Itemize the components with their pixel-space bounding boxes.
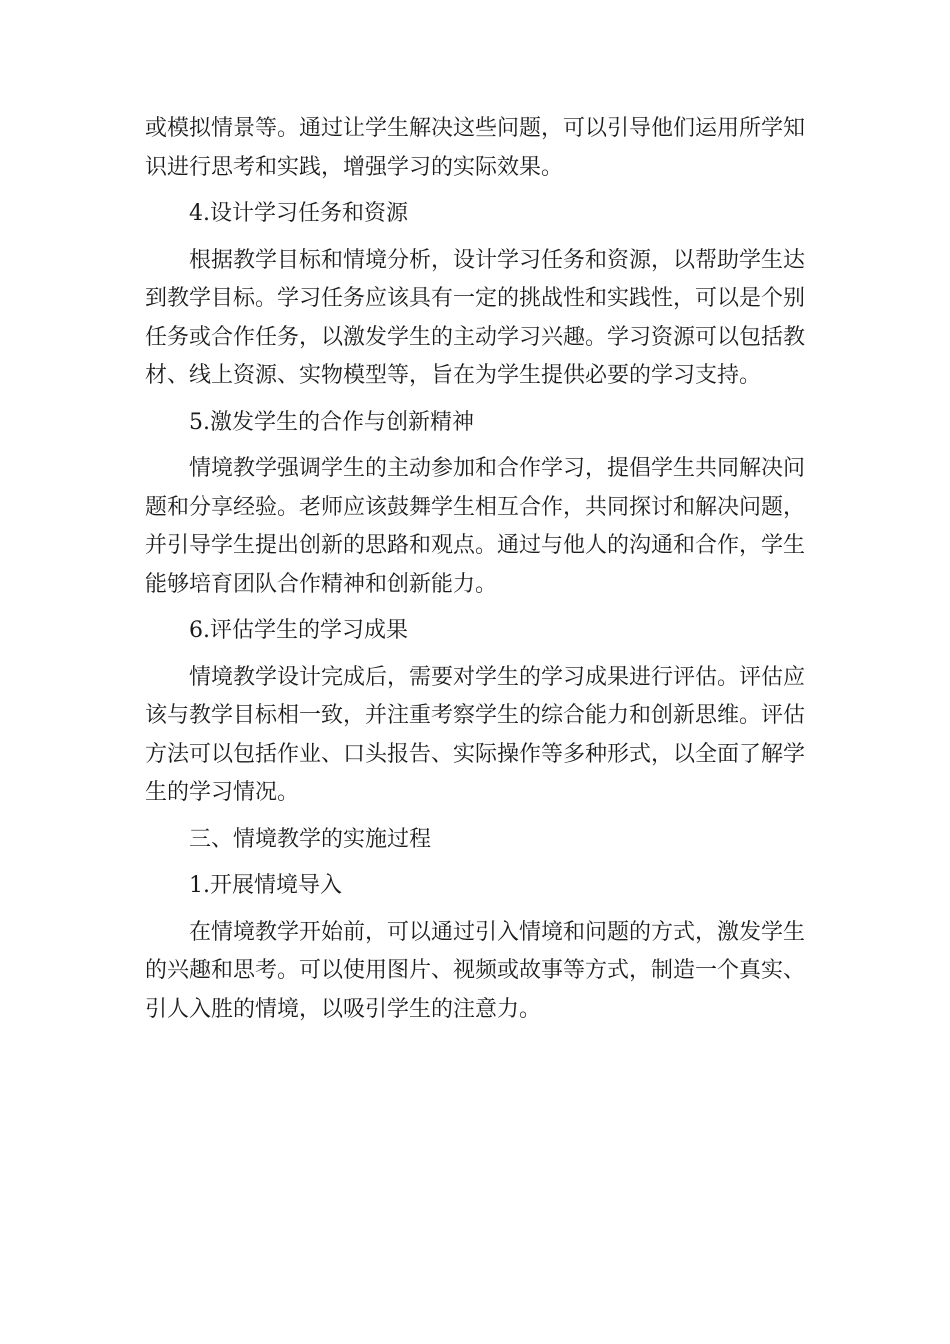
paragraph-assessment: 情境教学设计完成后，需要对学生的学习成果进行评估。评估应该与教学目标相一致，并注重考察学生的综合能力和创新思维。评估方法可以包括作业、口头报告、实际操作等多种形式，以全面了解学生的学习情况。 — [145, 664, 806, 805]
chapter-heading-3: 三、情境教学的实施过程 — [189, 826, 432, 852]
paragraph-situation-intro: 在情境教学开始前，可以通过引入情境和问题的方式，激发学生的兴趣和思考。可以使用图片、视频或故事等方式，制造一个真实、引人入胜的情境，以吸引学生的注意力。 — [145, 919, 806, 1022]
section-heading-5: 5.激发学生的合作与创新精神 — [189, 409, 474, 435]
paragraph-continuation: 或模拟情景等。通过让学生解决这些问题，可以引导他们运用所学知识进行思考和实践，增强学习的实际效果。 — [145, 116, 806, 180]
section-heading-4: 4.设计学习任务和资源 — [189, 201, 408, 226]
section-heading-6: 6.评估学生的学习成果 — [189, 618, 408, 643]
section-heading-1: 1.开展情境导入 — [189, 873, 342, 898]
paragraph-cooperation: 情境教学强调学生的主动参加和合作学习，提倡学生共同解决问题和分享经验。老师应该鼓舞学生相互合作，共同探讨和解决问题，并引导学生提出创新的思路和观点。通过与他人的沟通和合作，学生能够培育团队合作精神和创新能力。 — [145, 456, 806, 597]
document-body — [145, 110, 805, 1037]
paragraph-learning-tasks: 根据教学目标和情境分析，设计学习任务和资源，以帮助学生达到教学目标。学习任务应该具有一定的挑战性和实践性，可以是个别任务或合作任务，以激发学生的主动学习兴趣。学习资源可以包括教材、线上资源、实物模型等，旨在为学生提供必要的学习支持。 — [145, 247, 806, 388]
